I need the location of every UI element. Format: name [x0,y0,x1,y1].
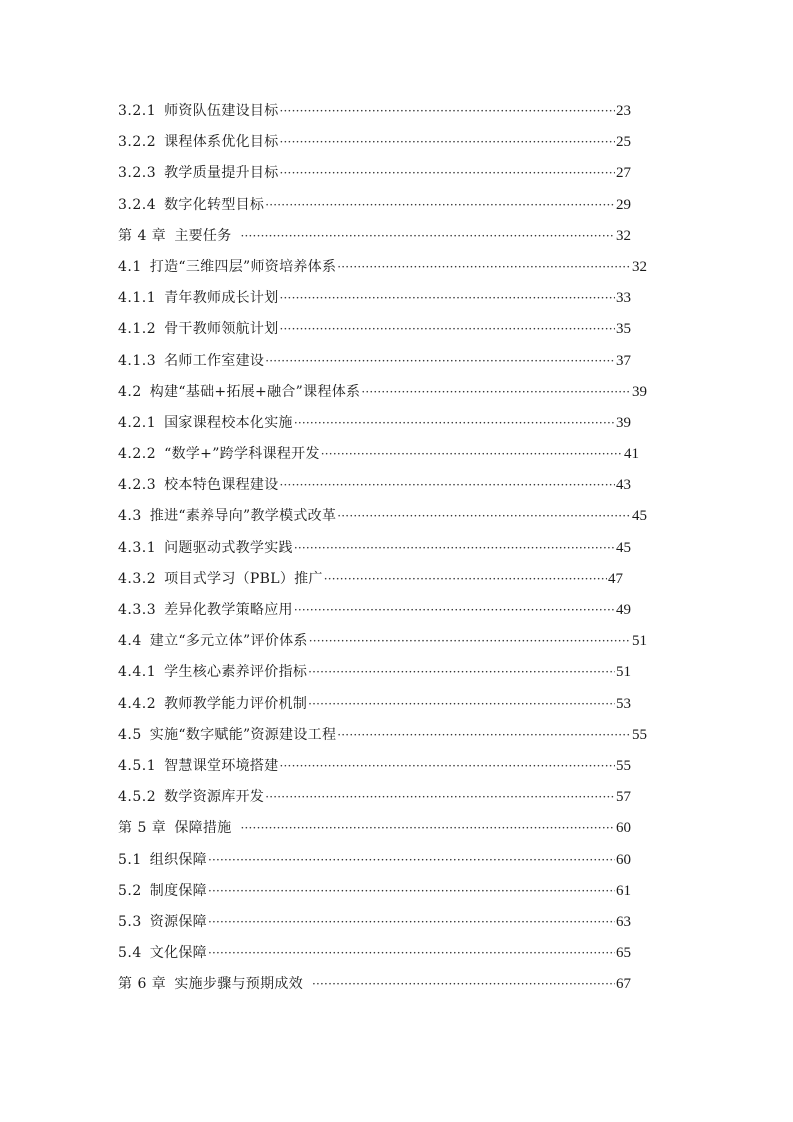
toc-entry-4-5-2[interactable] [118,785,631,816]
toc-entry-number: 5.2 [118,882,142,899]
toc-entry-title: 教师教学能力评价机制 [164,695,308,712]
toc-entry-number: 4.4.1 [118,664,157,681]
dot-leader [280,473,615,497]
toc-entry-page: 60 [616,851,631,868]
toc-entry-title: 打造“三维四层”师资培养体系 [149,258,337,275]
toc-entry-4-1-3[interactable] [118,349,631,380]
toc-entry-number: 3.2.3 [118,165,157,182]
toc-entry-title: 问题驱动式教学实践 [164,539,293,556]
toc-entry-page: 49 [616,602,631,618]
toc-entry-page: 25 [616,134,631,151]
toc-entry-5-2[interactable] [118,879,631,910]
toc-entry-number: 4.1.2 [118,321,157,338]
toc-entry-number: 4.5 [118,726,142,743]
dot-leader [265,785,615,809]
toc-entry-title: 建立“多元立体”评价体系 [149,633,308,650]
toc-entry-chapter-4[interactable] [118,224,631,255]
toc-entry-page: 39 [632,383,647,400]
toc-entry-page: 55 [616,757,631,774]
dot-leader [321,442,623,466]
dot-leader [294,598,615,622]
toc-entry-title: 智慧课堂环境搭建 [164,757,279,774]
toc-entry-4-1-2[interactable] [118,317,631,348]
toc-entry-page: 63 [616,913,631,930]
toc-entry-page: 51 [632,633,647,650]
toc-entry-page: 67 [616,976,631,993]
dot-leader [280,161,615,185]
toc-entry-4-4-2[interactable] [118,692,631,723]
dot-leader [337,255,631,279]
toc-entry-page: 65 [616,945,631,962]
dot-leader [337,723,631,747]
dot-leader [280,99,615,123]
toc-entry-number: 4.1.3 [118,352,157,369]
toc-entry-number: 第 4 章 [118,227,167,244]
toc-entry-page: 43 [616,477,631,494]
toc-entry-title: 构建“基础+拓展+融合”课程体系 [149,383,361,400]
toc-entry-number: 4.2.1 [118,414,157,431]
toc-entry-title: 项目式学习（PBL）推广 [164,570,323,587]
toc-entry-page: 47 [608,570,623,587]
toc-entry-page: 60 [616,820,631,837]
toc-entry-4-5-1[interactable] [118,754,631,785]
toc-entry-3-2-2[interactable] [118,130,631,161]
toc-entry-number: 5.3 [118,913,142,930]
toc-entry-5-3[interactable] [118,910,631,941]
toc-entry-title: 青年教师成长计划 [164,290,279,307]
toc-entry-3-2-4[interactable] [118,193,631,224]
toc-entry-4-4[interactable] [118,629,647,660]
toc-entry-3-2-3[interactable] [118,161,631,192]
dot-leader [309,629,631,653]
toc-entry-number: 4.2.2 [118,446,157,463]
toc-entry-title: 文化保障 [149,945,207,962]
dot-leader [294,536,615,560]
toc-entry-title: 实施步骤与预期成效 [174,976,304,993]
toc-entry-page: 45 [632,508,647,525]
dot-leader [208,879,615,903]
toc-entry-number: 4.4.2 [118,695,157,712]
toc-entry-number: 4.5.2 [118,789,157,806]
toc-entry-page: 27 [616,165,631,182]
toc-entry-number: 第 5 章 [118,820,167,837]
toc-entry-page: 41 [624,446,639,463]
dot-leader [312,972,615,996]
dot-leader [208,910,615,934]
toc-entry-page: 37 [616,352,631,369]
toc-entry-4-5[interactable] [118,723,647,754]
toc-entry-page: 23 [616,103,631,119]
toc-entry-page: 33 [616,290,631,307]
dot-leader [324,567,607,591]
toc-entry-page: 55 [632,726,647,743]
toc-entry-4-2-2[interactable] [118,442,639,473]
toc-entry-number: 4.3.1 [118,539,157,556]
toc-entry-page: 57 [616,789,631,806]
toc-entry-number: 3.2.1 [118,103,157,119]
toc-entry-4-3-3[interactable] [118,598,631,629]
toc-entry-title: 组织保障 [149,851,207,868]
toc-entry-title: 国家课程校本化实施 [164,414,293,431]
toc-entry-3-2-1[interactable] [118,99,631,130]
toc-entry-title: 名师工作室建设 [164,352,265,369]
dot-leader [280,130,615,154]
dot-leader [308,660,615,684]
toc-entry-number: 4.1.1 [118,290,157,307]
toc-entry-title: 课程体系优化目标 [164,134,279,151]
dot-leader [308,692,615,716]
dot-leader [241,224,615,248]
toc-entry-title: 制度保障 [149,882,207,899]
toc-entry-number: 4.3 [118,508,142,525]
toc-entry-page: 51 [616,664,631,681]
toc-entry-number: 第 6 章 [118,976,167,993]
toc-entry-page: 61 [616,882,631,899]
toc-entry-4-1[interactable] [118,255,647,286]
toc-entry-title: 教学质量提升目标 [164,165,279,182]
toc-entry-title: 数学资源库开发 [164,789,265,806]
toc-entry-chapter-5[interactable] [118,816,631,847]
dot-leader [337,504,631,528]
toc-entry-page: 45 [616,539,631,556]
toc-entry-title: 学生核心素养评价指标 [164,664,308,681]
toc-entry-page: 29 [616,196,631,213]
toc-entry-page: 53 [616,695,631,712]
toc-entry-number: 3.2.2 [118,134,157,151]
toc-entry-4-3-2[interactable] [118,567,623,598]
toc-entry-5-1[interactable] [118,848,631,879]
toc-entry-chapter-6[interactable] [118,972,631,1003]
toc-entry-number: 4.3.2 [118,570,157,587]
dot-leader [361,380,631,404]
toc-entry-number: 4.1 [118,258,142,275]
toc-entry-5-4[interactable] [118,941,631,972]
toc-entry-page: 32 [632,258,647,275]
toc-entry-4-2-1[interactable] [118,411,631,442]
dot-leader [208,941,615,965]
toc-entry-number: 4.3.3 [118,602,157,618]
toc-entry-4-4-1[interactable] [118,660,631,691]
dot-leader [294,411,615,435]
dot-leader [280,286,615,310]
toc-entry-4-2-3[interactable] [118,473,631,504]
toc-entry-4-3[interactable] [118,504,647,535]
dot-leader [280,754,615,778]
toc-entry-number: 5.1 [118,851,142,868]
dot-leader [241,816,615,840]
toc-entry-title: 差异化教学策略应用 [164,602,293,618]
toc-entry-title: “数学+”跨学科课程开发 [164,446,320,463]
toc-entry-4-2[interactable] [118,380,647,411]
toc-entry-number: 3.2.4 [118,196,157,213]
dot-leader [280,317,615,341]
toc-entry-4-3-1[interactable] [118,536,631,567]
toc-entry-number: 4.2 [118,383,142,400]
toc-entry-title: 实施“数字赋能”资源建设工程 [149,726,337,743]
toc-entry-title: 主要任务 [174,227,232,244]
dot-leader [265,193,615,217]
toc-entry-title: 数字化转型目标 [164,196,265,213]
toc-entry-number: 4.2.3 [118,477,157,494]
toc-entry-title: 校本特色课程建设 [164,477,279,494]
toc-entry-title: 保障措施 [174,820,232,837]
toc-entry-number: 4.4 [118,633,142,650]
toc-entry-title: 骨干教师领航计划 [164,321,279,338]
toc-entry-title: 推进“素养导向”教学模式改革 [149,508,337,525]
table-of-contents [118,99,658,1003]
toc-entry-title: 师资队伍建设目标 [164,103,279,119]
dot-leader [208,848,615,872]
toc-entry-page: 32 [616,227,631,244]
toc-entry-4-1-1[interactable] [118,286,631,317]
toc-entry-number: 5.4 [118,945,142,962]
toc-entry-page: 39 [616,414,631,431]
toc-entry-number: 4.5.1 [118,757,157,774]
toc-entry-page: 35 [616,321,631,338]
dot-leader [265,349,615,373]
toc-entry-title: 资源保障 [149,913,207,930]
